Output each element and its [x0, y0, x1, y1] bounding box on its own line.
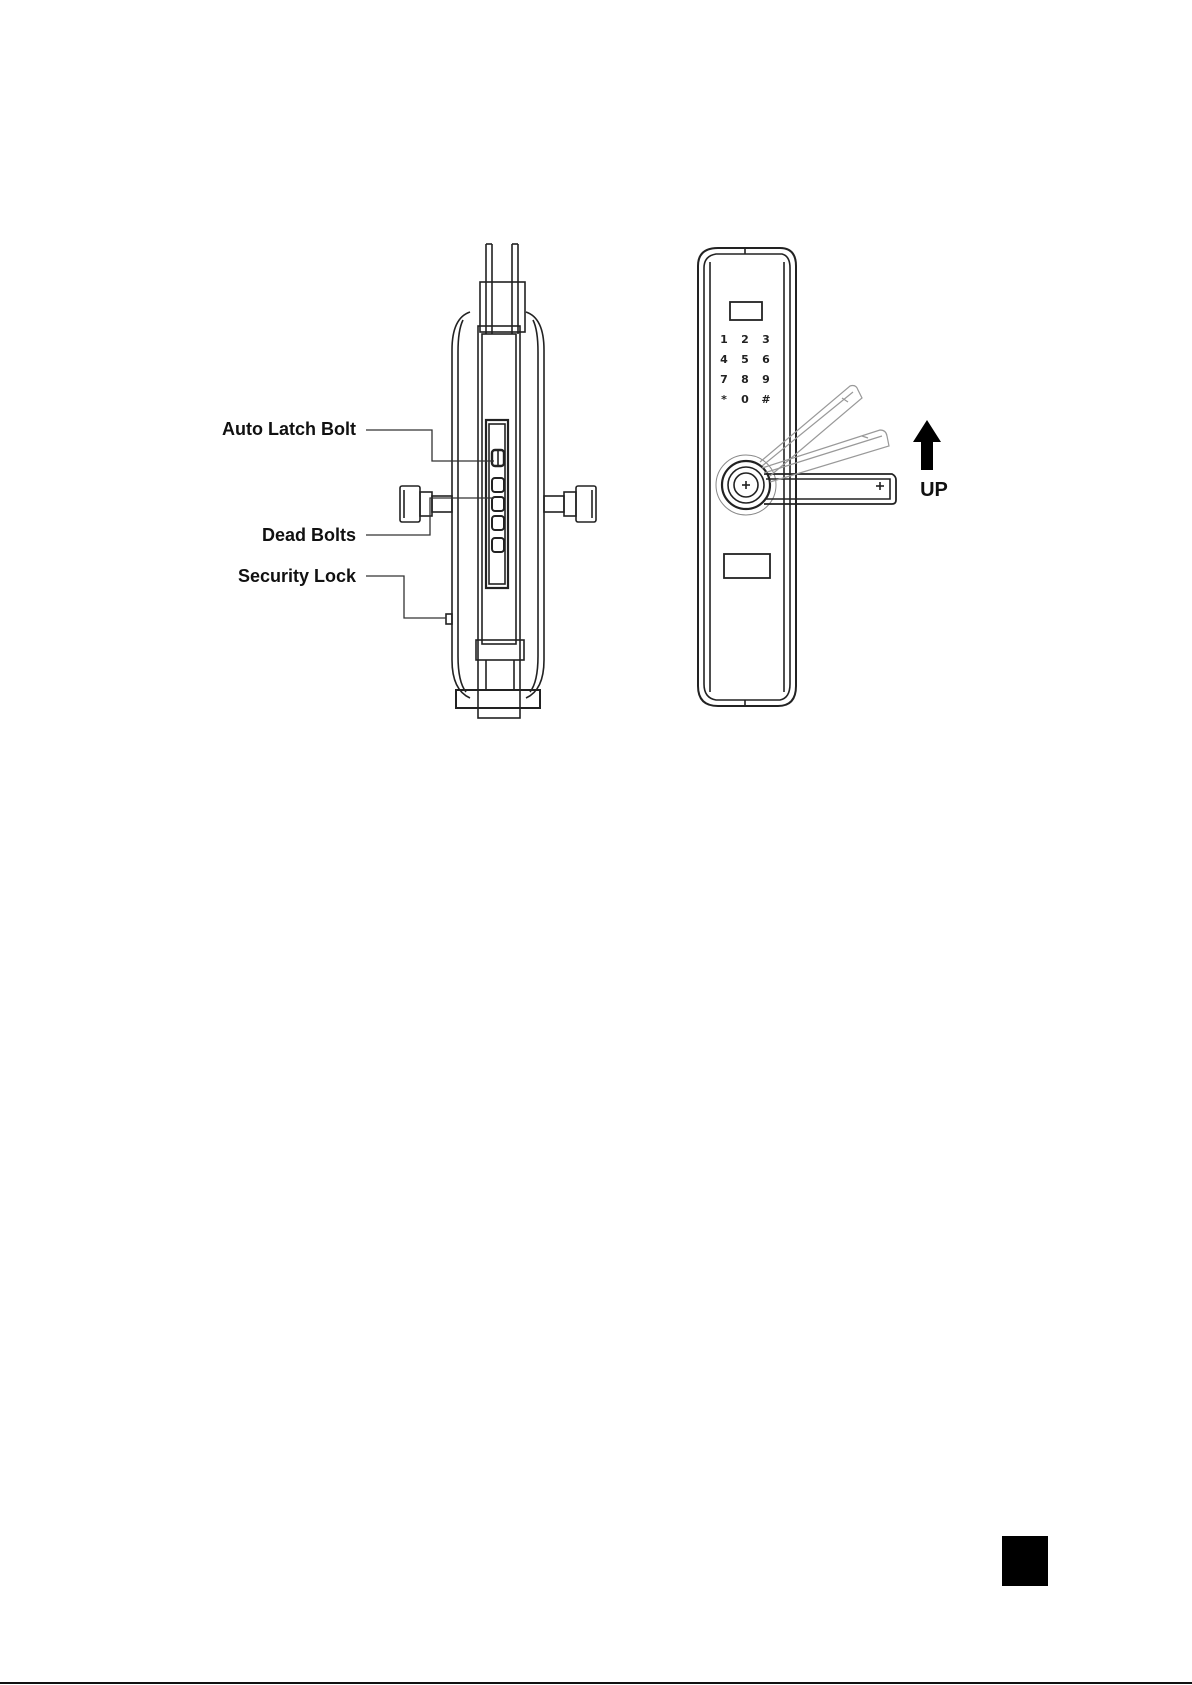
up-arrow-icon: [913, 420, 941, 470]
keypad-key-0: 0: [741, 393, 749, 406]
lock-side-view: [400, 244, 596, 718]
lock-front-view: [698, 248, 896, 706]
keypad-key-1: 1: [720, 333, 728, 346]
keypad-key-hash: #: [761, 393, 771, 406]
label-auto-latch-bolt: Auto Latch Bolt: [222, 419, 356, 439]
page-number-tab: [1002, 1536, 1048, 1586]
label-security-lock: Security Lock: [237, 566, 356, 586]
keypad-key-6: 6: [762, 353, 770, 366]
leader-security-lock: [366, 576, 446, 618]
bottom-rule: [0, 1682, 1192, 1684]
keypad-key-3: 3: [762, 333, 770, 346]
label-up: UP: [920, 479, 948, 501]
keypad-key-5: 5: [741, 353, 749, 366]
leader-auto-latch-bolt: [366, 430, 494, 461]
keypad-key-7: 7: [720, 373, 728, 386]
keypad-key-8: 8: [741, 373, 749, 386]
leader-dead-bolts: [366, 498, 494, 535]
keypad: [720, 333, 770, 406]
label-dead-bolts: Dead Bolts: [261, 525, 356, 545]
keypad-key-star: *: [721, 393, 727, 406]
keypad-key-9: 9: [762, 373, 770, 386]
leader-lines: [366, 430, 494, 618]
keypad-key-4: 4: [720, 353, 728, 366]
keypad-key-2: 2: [741, 333, 749, 346]
